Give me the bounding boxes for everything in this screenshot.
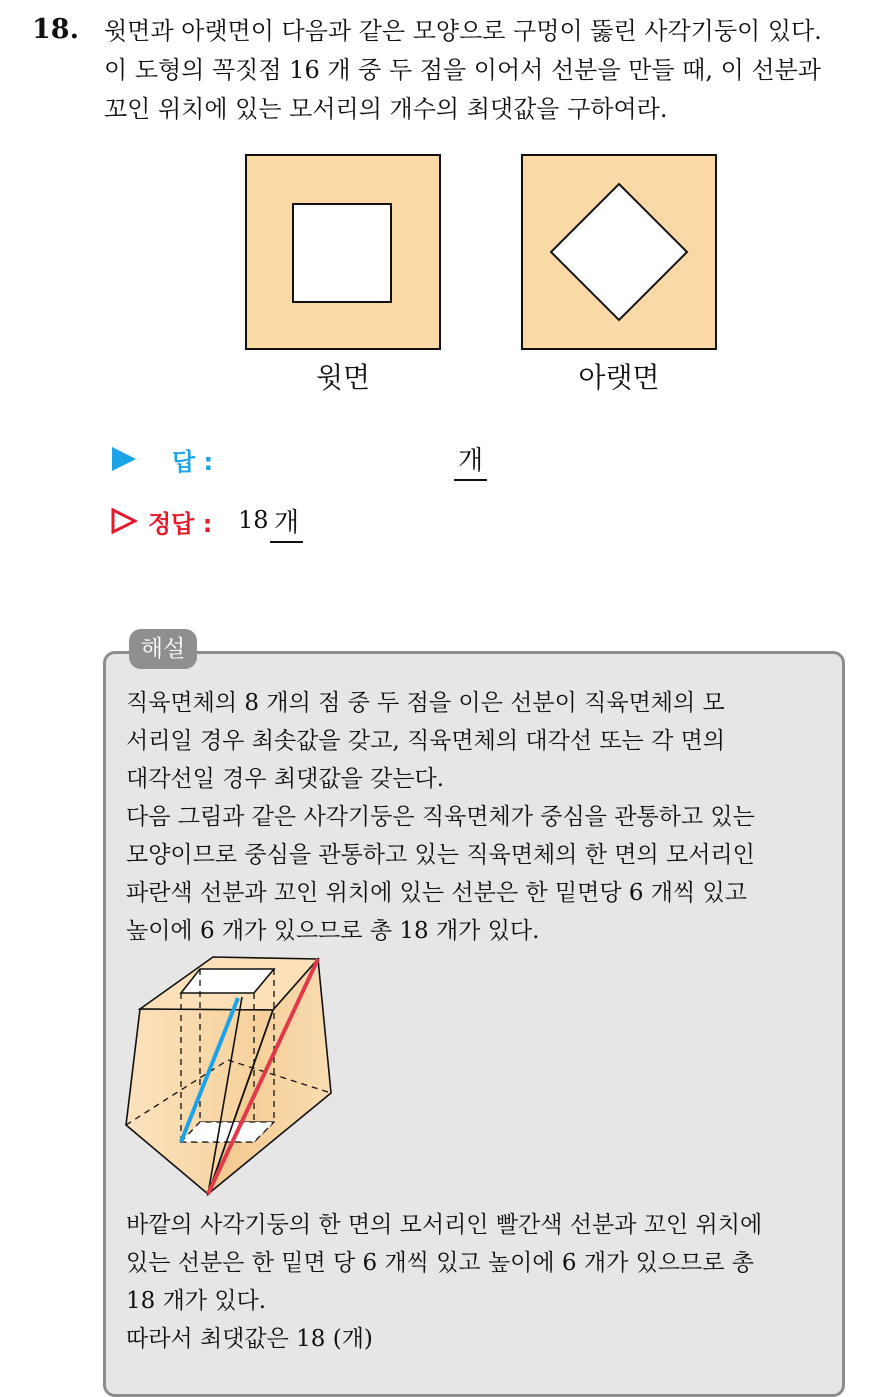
explanation-paragraph-2 <box>126 1206 826 1358</box>
answer-arrow-icon <box>110 446 138 472</box>
bottom-face-figure <box>521 154 717 350</box>
explanation-line: 높이에 6 개가 있으므로 총 18 개가 있다. <box>126 918 540 944</box>
explanation-line: 18 개가 있다. <box>126 1288 267 1314</box>
top-face-hole <box>293 204 391 302</box>
explanation-line: 파란색 선분과 꼬인 위치에 있는 선분은 한 밑면당 6 개씩 있고 <box>126 880 747 906</box>
top-face-figure <box>245 154 441 350</box>
explanation-paragraph-1 <box>126 684 826 950</box>
explanation-line: 바깥의 사각기둥의 한 면의 모서리인 빨간색 선분과 꼬인 위치에 <box>126 1212 763 1238</box>
top-face-label: 윗면 <box>315 361 371 394</box>
explanation-line: 따라서 최댓값은 18 (개) <box>126 1326 373 1352</box>
correct-value: 18 <box>238 506 269 534</box>
explanation-line: 다음 그림과 같은 사각기둥은 직육면체가 중심을 관통하고 있는 <box>126 804 755 830</box>
correct-unit: 개 <box>270 502 303 543</box>
question-number: 18. <box>32 14 79 45</box>
explanation-line: 대각선일 경우 최댓값을 갖는다. <box>126 766 445 792</box>
question-line: 윗면과 아랫면이 다음과 같은 모양으로 구멍이 뚫린 사각기둥이 있다. <box>104 17 822 45</box>
question-line: 이 도형의 꼭짓점 16 개 중 두 점을 이어서 선분을 만들 때, 이 선분과 <box>104 56 821 84</box>
answer-row <box>110 440 610 480</box>
explanation-line: 모양이므로 중심을 관통하고 있는 직육면체의 한 면의 모서리인 <box>126 842 755 868</box>
question-text <box>104 12 874 129</box>
correct-label: 정답 : <box>148 510 213 538</box>
prism-with-hole-illustration <box>118 952 333 1197</box>
explanation-line: 있는 선분은 한 밑면 당 6 개씩 있고 높이에 6 개가 있으므로 총 <box>126 1250 755 1276</box>
answer-label: 답 : <box>172 448 214 476</box>
explanation-tab: 해설 <box>129 629 197 669</box>
correct-arrow-icon <box>110 508 138 534</box>
bottom-face-label: 아랫면 <box>578 361 660 394</box>
answer-unit[interactable]: 개 <box>454 440 487 481</box>
explanation-line: 서리일 경우 최솟값을 갖고, 직육면체의 대각선 또는 각 면의 <box>126 728 726 754</box>
correct-answer-row <box>110 502 610 542</box>
explanation-line: 직육면체의 8 개의 점 중 두 점을 이은 선분이 직육면체의 모 <box>126 690 725 716</box>
question-line: 꼬인 위치에 있는 모서리의 개수의 최댓값을 구하여라. <box>104 95 668 123</box>
